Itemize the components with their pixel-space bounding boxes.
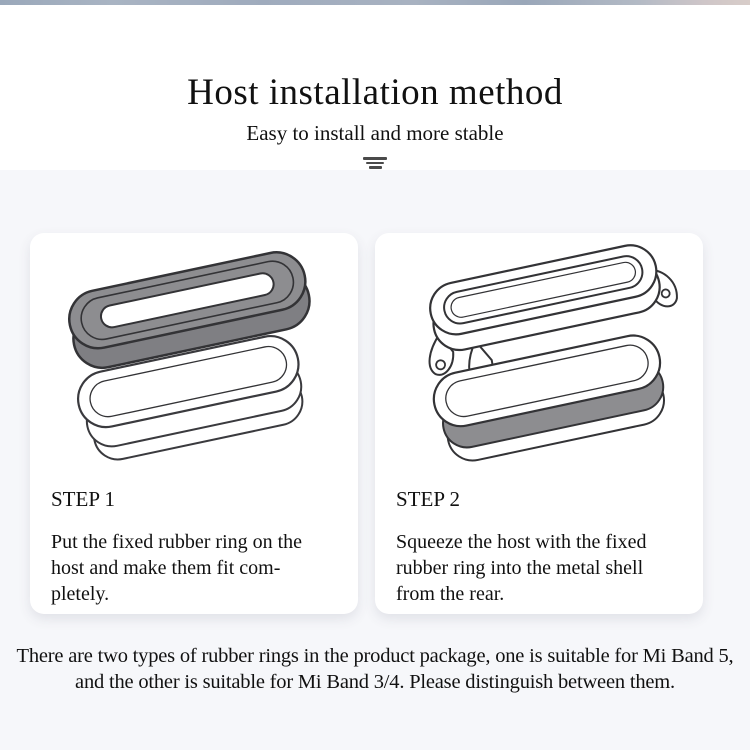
page-title: Host installation method bbox=[187, 72, 563, 113]
step-description-line: from the rear. bbox=[396, 583, 505, 605]
step-description-line: Squeeze the host with the fixed bbox=[396, 531, 647, 553]
host-with-ring bbox=[429, 331, 673, 467]
step-description-line: pletely. bbox=[51, 583, 110, 605]
divider-line bbox=[363, 157, 387, 160]
step-description-line: host and make them fit com- bbox=[51, 557, 281, 579]
step-1-card bbox=[30, 233, 358, 614]
note-line: and the other is suitable for Mi Band 3/4. Please distinguish between them. bbox=[75, 671, 675, 693]
rubber-ring-above-host-illustration bbox=[30, 243, 358, 481]
package-note bbox=[0, 643, 750, 695]
step-2-label: STEP 2 bbox=[396, 487, 460, 511]
note-line: There are two types of rubber rings in the product package, one is suitable for Mi Band 5, bbox=[16, 645, 734, 667]
main-section bbox=[0, 170, 750, 750]
page-subtitle: Easy to install and more stable bbox=[246, 121, 504, 145]
step-1-label: STEP 1 bbox=[51, 487, 115, 511]
triple-line-divider-icon bbox=[0, 157, 750, 169]
divider-line bbox=[369, 166, 382, 169]
step-2-description bbox=[396, 529, 703, 607]
step-2-card bbox=[375, 233, 703, 614]
step-1-description bbox=[51, 529, 358, 607]
step-description-line: rubber ring into the metal shell bbox=[396, 557, 644, 579]
metal-shell-above-host-with-ring-illustration bbox=[375, 243, 703, 481]
step-cards-row bbox=[0, 170, 750, 614]
step-description-line: Put the fixed rubber ring on the bbox=[51, 531, 303, 553]
divider-line bbox=[366, 162, 384, 165]
header bbox=[0, 5, 750, 170]
